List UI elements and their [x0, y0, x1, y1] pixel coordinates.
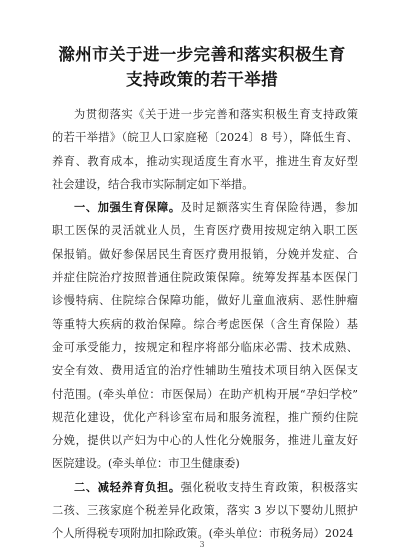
paragraph-1-line-3: 养育、教育成本，推动实现适度生育水平，推进生育友好型 [52, 154, 358, 168]
paragraph-2-line-11: 分娩，提供以产妇为中心的人性化分娩服务，推进儿童友好 [52, 434, 358, 448]
section-heading: 一、加强生育保障。 [74, 201, 181, 215]
document-title-line-1: 滁州市关于进一步完善和落实积极生育 [58, 45, 346, 64]
paragraph-1-line-1: 为贯彻落实《关于进一步完善和落实积极生育支持政策 [74, 108, 358, 121]
document-body [52, 103, 358, 546]
paragraph-3-line-2: 二孩、三孩家庭个税差异化政策，落实 3 岁以下婴幼儿照护 [52, 504, 358, 518]
paragraph-1-line-4: 社会建设，结合我市实际制定如下举措。 [52, 177, 254, 191]
paragraph-2-line-6: 等重特大疾病的救治保障。综合考虑医保（含生育保险）基 [52, 317, 358, 331]
paragraph-2-line-2: 职工医保的灵活就业人员，生育医疗费用按规定纳入职工医 [52, 224, 358, 238]
paragraph-3-line-1: 二、减轻养育负担。强化税收支持生育政策，积极落实 [74, 480, 358, 494]
paragraph-2-line-8: 安全有效、费用适宜的治疗性辅助生殖技术项目纳入医保支 [52, 364, 358, 378]
document-title-line-2: 支持政策的若干举措 [125, 70, 279, 89]
paragraph-2-line-12: 医院建设。(牵头单位：市卫生健康委) [52, 457, 240, 471]
paragraph-1-line-2: 的若干举措》（皖卫人口家庭秘〔2024〕8 号），降低生育、 [52, 131, 358, 145]
paragraph-2-line-10: 规范化建设，优化产科诊室布局和服务流程，推广预约住院 [52, 410, 358, 424]
paragraph-2-line-4: 并症住院治疗按照普通住院政策保障。统筹发挥基本医保门 [52, 271, 358, 285]
paragraph-3-line-3: 个人所得税专项附加扣除政策。(牵头单位：市税务局）2024 [52, 527, 354, 541]
page-number: 3 [199, 540, 205, 549]
section-heading: 二、减轻养育负担。 [74, 480, 181, 494]
paragraph-2-line-1: 一、加强生育保障。及时足额落实生育保险待遇，参加 [74, 201, 358, 215]
paragraph-2-line-7: 金可承受能力，按规定和程序将部分临床必需、技术成熟、 [52, 340, 358, 354]
paragraph-2-line-5: 诊慢特病、住院综合保障功能，做好儿童血液病、恶性肿瘤 [52, 294, 358, 308]
paragraph-2-line-9: 付范围。(牵头单位：市医保局）在助产机构开展“孕妇学校” [52, 387, 358, 401]
paragraph-2-line-3: 保报销。做好参保居民生育医疗费用报销，分娩并发症、合 [52, 247, 358, 261]
